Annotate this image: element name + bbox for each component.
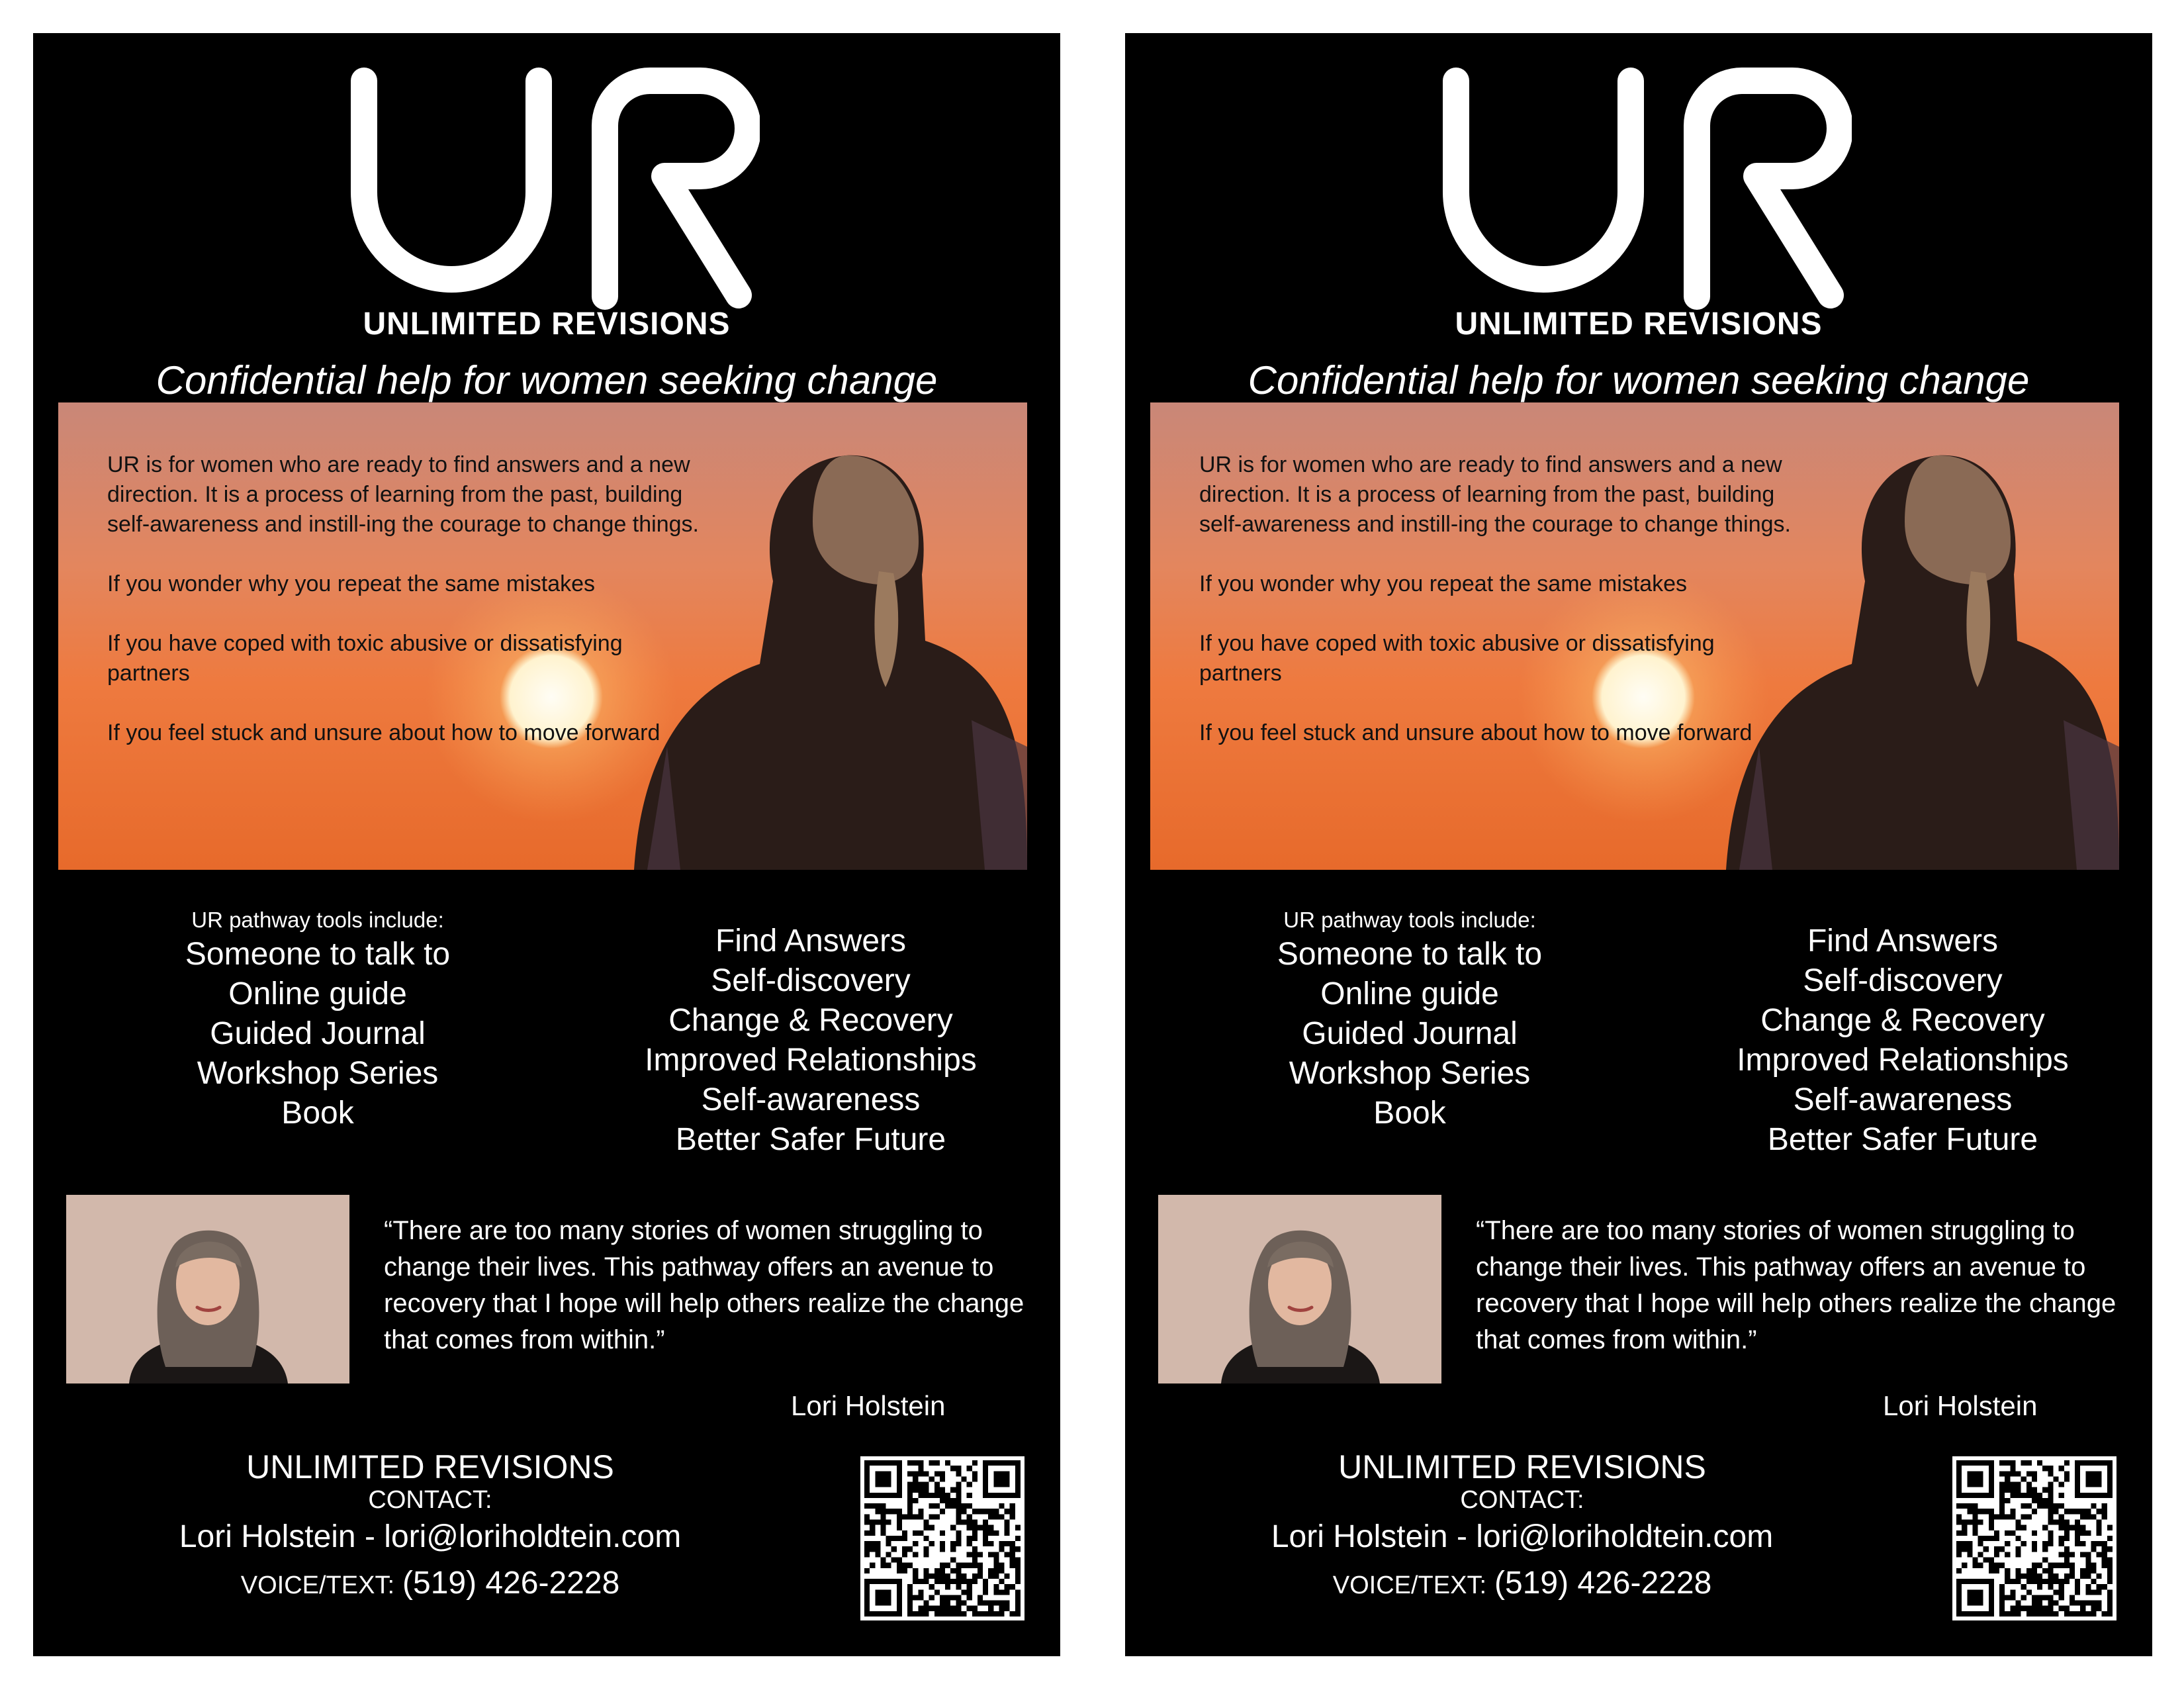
testimonial-quote: “There are too many stories of women struggling to change their lives. This pathway offers an avenue to recovery that I hope will help others realize the change that comes from within.” <box>1476 1216 2116 1354</box>
benefit-item: Better Safer Future <box>675 1122 946 1157</box>
lori-portrait-photo <box>1158 1195 1441 1383</box>
benefit-item: Find Answers <box>1807 923 1999 959</box>
hero-panel <box>58 402 1027 870</box>
intro-text <box>1199 450 1795 748</box>
pathway-tools <box>1201 906 1618 1133</box>
benefits <box>596 921 1026 1160</box>
contact-phone-row <box>1158 1564 1886 1605</box>
tool-item: Someone to talk to <box>1277 937 1543 972</box>
tools-list <box>1201 935 1618 1133</box>
intro-paragraph: UR is for women who are ready to find answers and a new direction. It is a process of learning from the past, building self-awareness and instill-ing the courage to change things. <box>107 452 699 537</box>
contact-org: UNLIMITED REVISIONS <box>246 1448 614 1485</box>
qr-code-icon <box>860 1456 1024 1620</box>
benefit-item: Improved Relationships <box>645 1043 977 1078</box>
qr-code-icon <box>1952 1456 2116 1620</box>
brand-name: UNLIMITED REVISIONS <box>1455 306 1823 342</box>
benefit-item: Change & Recovery <box>668 1003 953 1038</box>
tool-item: Online guide <box>1320 976 1499 1011</box>
intro-paragraph: If you feel stuck and unsure about how to move forward <box>1199 720 1752 745</box>
tools-heading: UR pathway tools include: <box>1283 908 1536 932</box>
quote-author: Lori Holstein <box>1883 1390 2038 1421</box>
benefit-item: Self-discovery <box>711 963 911 998</box>
benefit-item: Better Safer Future <box>1767 1122 2038 1157</box>
brand-name: UNLIMITED REVISIONS <box>363 306 731 342</box>
tagline: Confidential help for women seeking change <box>1248 358 2030 402</box>
benefits-list <box>1688 921 2118 1160</box>
ur-logo-icon <box>1441 66 1852 311</box>
tools-heading: UR pathway tools include: <box>191 908 444 932</box>
benefit-item: Find Answers <box>715 923 907 959</box>
intro-paragraph: If you have coped with toxic abusive or dissatisfying partners <box>107 631 623 686</box>
contact-label: CONTACT: <box>1460 1486 1584 1514</box>
benefits <box>1688 921 2118 1160</box>
tool-item: Someone to talk to <box>185 937 451 972</box>
voice-label: VOICE/TEXT: <box>1332 1571 1487 1599</box>
hero-panel <box>1150 402 2119 870</box>
tools-list <box>109 935 526 1133</box>
benefit-item: Self-awareness <box>701 1082 921 1117</box>
tool-item: Guided Journal <box>1302 1016 1518 1051</box>
benefit-item: Self-awareness <box>1793 1082 2013 1117</box>
contact-phone-row <box>66 1564 794 1605</box>
intro-text <box>107 450 703 748</box>
tool-item: Workshop Series <box>197 1056 439 1091</box>
intro-paragraph: If you have coped with toxic abusive or dissatisfying partners <box>1199 631 1715 686</box>
tool-item: Guided Journal <box>210 1016 426 1051</box>
ur-logo-icon <box>349 66 760 311</box>
contact-org: UNLIMITED REVISIONS <box>1338 1448 1706 1485</box>
tool-item: Online guide <box>228 976 407 1011</box>
phone-number: (519) 426-2228 <box>402 1566 620 1601</box>
pathway-tools <box>109 906 526 1133</box>
intro-paragraph: If you wonder why you repeat the same mistakes <box>1199 571 1688 596</box>
contact-email: Lori Holstein - lori@loriholdtein.com <box>179 1519 682 1554</box>
quote-author: Lori Holstein <box>791 1390 946 1421</box>
testimonial-quote: “There are too many stories of women struggling to change their lives. This pathway offers an avenue to recovery that I hope will help others realize the change that comes from within.” <box>384 1216 1024 1354</box>
contact-email: Lori Holstein - lori@loriholdtein.com <box>1271 1519 1774 1554</box>
contact-label: CONTACT: <box>368 1486 492 1514</box>
lori-portrait-photo <box>66 1195 349 1383</box>
benefit-item: Change & Recovery <box>1760 1003 2045 1038</box>
benefit-item: Improved Relationships <box>1737 1043 2069 1078</box>
flyer-left <box>33 33 1060 1656</box>
phone-number: (519) 426-2228 <box>1494 1566 1712 1601</box>
tool-item: Book <box>1373 1096 1446 1131</box>
voice-label: VOICE/TEXT: <box>240 1571 395 1599</box>
intro-paragraph: UR is for women who are ready to find answers and a new direction. It is a process of learning from the past, building self-awareness and instill-ing the courage to change things. <box>1199 452 1791 537</box>
benefits-list <box>596 921 1026 1160</box>
tagline: Confidential help for women seeking change <box>156 358 938 402</box>
tool-item: Workshop Series <box>1289 1056 1531 1091</box>
flyer-right <box>1125 33 2152 1656</box>
intro-paragraph: If you feel stuck and unsure about how to move forward <box>107 720 660 745</box>
benefit-item: Self-discovery <box>1803 963 2003 998</box>
intro-paragraph: If you wonder why you repeat the same mistakes <box>107 571 596 596</box>
tool-item: Book <box>281 1096 354 1131</box>
